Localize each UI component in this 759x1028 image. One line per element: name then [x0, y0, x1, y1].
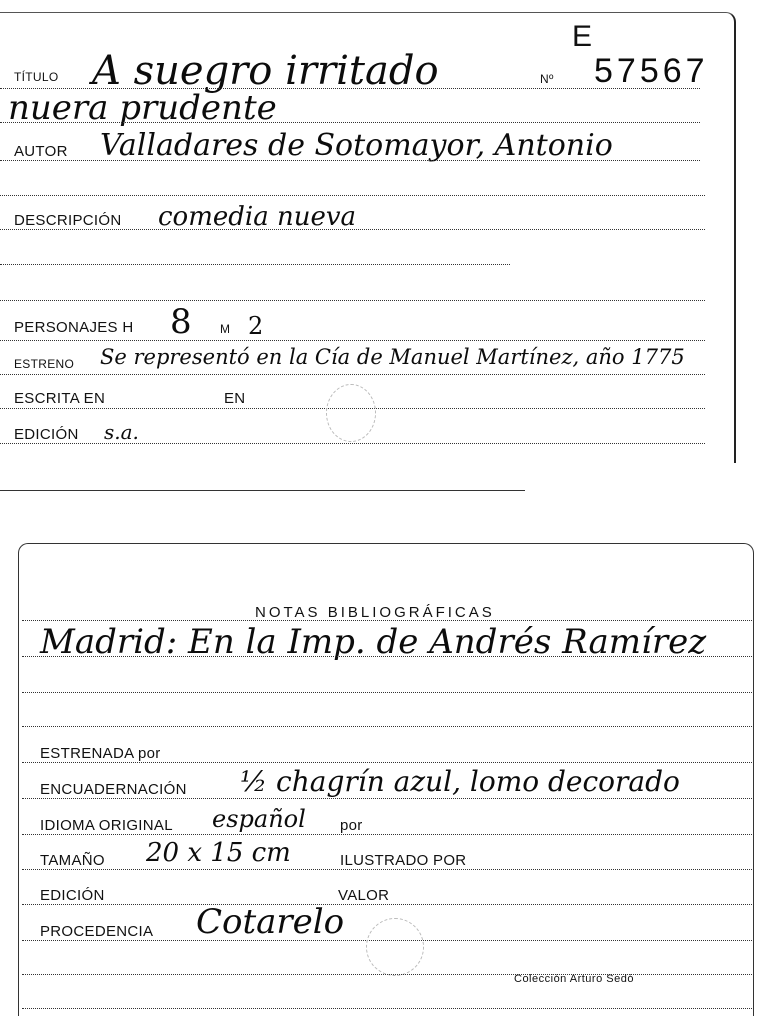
- personajes-m-label: M: [220, 322, 231, 336]
- autor-label: AUTOR: [14, 143, 68, 160]
- titulo-value-line2: nuera prudente: [8, 88, 277, 128]
- notas-line-1: [22, 656, 752, 657]
- notas-line-2: [22, 692, 752, 693]
- blank-line-1: [0, 195, 705, 196]
- estreno-line: [0, 374, 705, 375]
- card-top-bottom-edge: [0, 490, 525, 491]
- footer-credit: Colección Arturo Sedó: [514, 973, 634, 985]
- descripcion-label: DESCRIPCIÓN: [14, 212, 122, 229]
- titulo-value-line1: A suegro irritado: [92, 48, 439, 94]
- en-label: EN: [224, 390, 246, 407]
- procedencia-label: PROCEDENCIA: [40, 923, 154, 940]
- estreno-value: Se representó en la Cía de Manuel Martínez, año 1775: [100, 345, 685, 369]
- punch-hole-bottom: [366, 918, 424, 976]
- autor-line: [0, 160, 700, 161]
- tamano-value: 20 x 15 cm: [146, 838, 291, 868]
- procedencia-value: Cotarelo: [196, 902, 345, 942]
- tamano-label: TAMAÑO: [40, 852, 105, 869]
- bottom-line: [22, 974, 752, 975]
- personajes-line: [0, 340, 705, 341]
- idioma-value: español: [212, 805, 306, 833]
- edicion-bottom-line: [22, 904, 752, 905]
- personajes-label: PERSONAJES H: [14, 319, 134, 336]
- edicion-bottom-label: EDICIÓN: [40, 887, 105, 904]
- valor-label: VALOR: [338, 887, 390, 904]
- descripcion-line: [0, 229, 705, 230]
- notas-header-line: [22, 620, 752, 621]
- idioma-por-label: por: [340, 817, 363, 834]
- last-line: [22, 1008, 752, 1009]
- notas-line-3: [22, 726, 752, 727]
- estrenada-label: ESTRENADA por: [40, 745, 161, 762]
- encuadernacion-label: ENCUADERNACIÓN: [40, 781, 187, 798]
- encuadernacion-value: ½ chagrín azul, lomo decorado: [240, 765, 680, 798]
- titulo-label: TÍTULO: [14, 70, 59, 84]
- numero-label: Nº: [540, 72, 554, 86]
- corner-letter: E: [572, 20, 593, 53]
- blank-line-2: [0, 264, 510, 265]
- notas-value: Madrid: En la Imp. de Andrés Ramírez: [40, 622, 707, 662]
- tamano-line: [22, 869, 752, 870]
- edicion-value: s.a.: [104, 420, 139, 444]
- escrita-en-label: ESCRITA EN: [14, 390, 106, 407]
- idioma-label: IDIOMA ORIGINAL: [40, 817, 173, 834]
- idioma-line: [22, 834, 752, 835]
- edicion-line: [0, 443, 705, 444]
- personajes-h-value: 8: [170, 302, 192, 342]
- ilustrado-label: ILUSTRADO POR: [340, 852, 467, 869]
- titulo-line-2: [0, 122, 700, 123]
- punch-hole-top: [326, 384, 376, 442]
- edicion-label: EDICIÓN: [14, 426, 79, 443]
- numero-value: 57567: [594, 52, 709, 90]
- autor-value: Valladares de Sotomayor, Antonio: [100, 128, 613, 163]
- blank-line-3: [0, 300, 705, 301]
- estrenada-line: [22, 762, 752, 763]
- estreno-label: ESTRENO: [14, 357, 75, 371]
- notas-header: NOTAS BIBLIOGRÁFICAS: [255, 604, 495, 621]
- encuadernacion-line: [22, 798, 752, 799]
- personajes-m-value: 2: [248, 312, 264, 340]
- descripcion-value: comedia nueva: [158, 202, 357, 232]
